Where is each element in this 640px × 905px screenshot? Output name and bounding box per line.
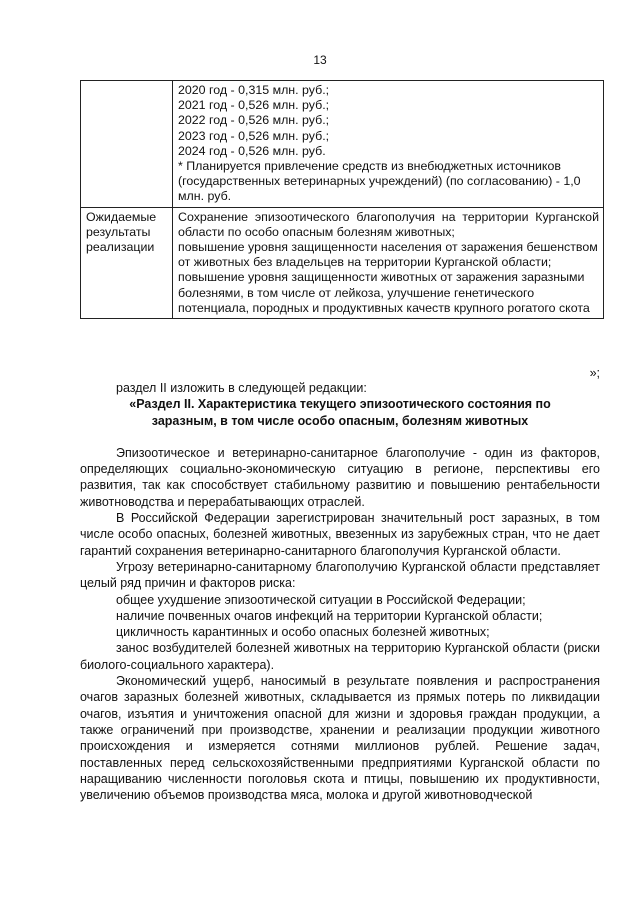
funding-line-2024: 2024 год - 0,526 млн. руб. — [178, 143, 326, 158]
result-item: повышение уровня защищенности животных от заражения заразными болезнями, в том числе от лейкоза, улучшение генетического потенциала, породных и продуктивных качеств крупного рогатого скота — [178, 270, 590, 315]
page-number: 13 — [313, 53, 327, 67]
section-heading — [80, 396, 600, 429]
paragraph: Экономический ущерб, наносимый в результате появления и распространения очагов заразных болезней животных, складывается из прямых потерь по ликвидации очагов, изъятия и уничтожения опасной для жизни и здоровья граждан продукции, а также ограничений при производстве, хранении и реализации продукции животного происхождения и измеряется сотнями миллионов рублей. Решение задач, поставленных перед сельскохозяйственными предприятиями Курганской области по наращиванию численности поголовья скота и птицы, повышению их продуктивности, увеличению объемов производства мяса, молока и другой животноводческой — [80, 674, 600, 803]
result-item: повышение уровня защищенности населения от заражения бешенством от животных без владельцев на территории Курганской области; — [178, 240, 598, 270]
paragraph: Угрозу ветеринарно-санитарному благополучию Курганской области представляет целый ряд причин и факторов риска: — [80, 559, 600, 591]
table-label-cell-empty — [81, 81, 173, 208]
funding-line-2021: 2021 год - 0,526 млн. руб.; — [178, 98, 330, 113]
funding-line-2022: 2022 год - 0,526 млн. руб.; — [178, 113, 330, 128]
table-row-funding — [81, 81, 604, 208]
paragraph: Эпизоотическое и ветеринарно-санитарное благополучие - один из факторов, определяющих социально-экономическую ситуацию в регионе, перспективы его развития, так как способствует стабильному развитию и повышению рентабельности животноводства и перерабатывающих отраслей. — [80, 445, 600, 509]
body-text — [80, 380, 600, 803]
passport-table — [80, 80, 604, 319]
closing-quote: »; — [589, 366, 600, 380]
results-label: Ожидаемые результаты реализации — [81, 207, 173, 318]
results-cell — [173, 207, 604, 318]
section-heading-line-2: заразным, в том числе особо опасным, болезням животных — [151, 413, 529, 428]
risk-item: общее ухудшение эпизоотической ситуации в Российской Федерации; — [116, 592, 526, 607]
funding-cell — [173, 81, 604, 208]
section-heading-line-1: «Раздел II. Характеристика текущего эпизоотического состояния по — [129, 397, 551, 412]
funding-line-2020: 2020 год - 0,315 млн. руб.; — [178, 83, 330, 97]
risk-item: наличие почвенных очагов инфекций на территории Курганской области; — [116, 608, 543, 623]
intro-line: раздел II изложить в следующей редакции: — [116, 381, 367, 395]
result-item: Сохранение эпизоотического благополучия на территории Курганской области по особо опасным болезням животных; — [178, 209, 599, 239]
table-row-results — [81, 207, 604, 318]
paragraph: В Российской Федерации зарегистрирован значительный рост заразных, в том числе особо опасных, болезней животных, ввезенных из зарубежных стран, что не дает гарантий сохранения ветеринарно-санитарного благополучия Курганской области. — [80, 511, 600, 558]
funding-note: * Планируется привлечение средств из внебюджетных источников (государственных ветеринарных учреждений) (по согласованию) - 1,0 млн. руб. — [178, 159, 581, 204]
risk-item: цикличность карантинных и особо опасных болезней животных; — [116, 625, 490, 640]
risk-item: занос возбудителей болезней животных на территорию Курганской области (риски биолого-социального характера). — [80, 641, 600, 672]
funding-line-2023: 2023 год - 0,526 млн. руб.; — [178, 128, 330, 143]
